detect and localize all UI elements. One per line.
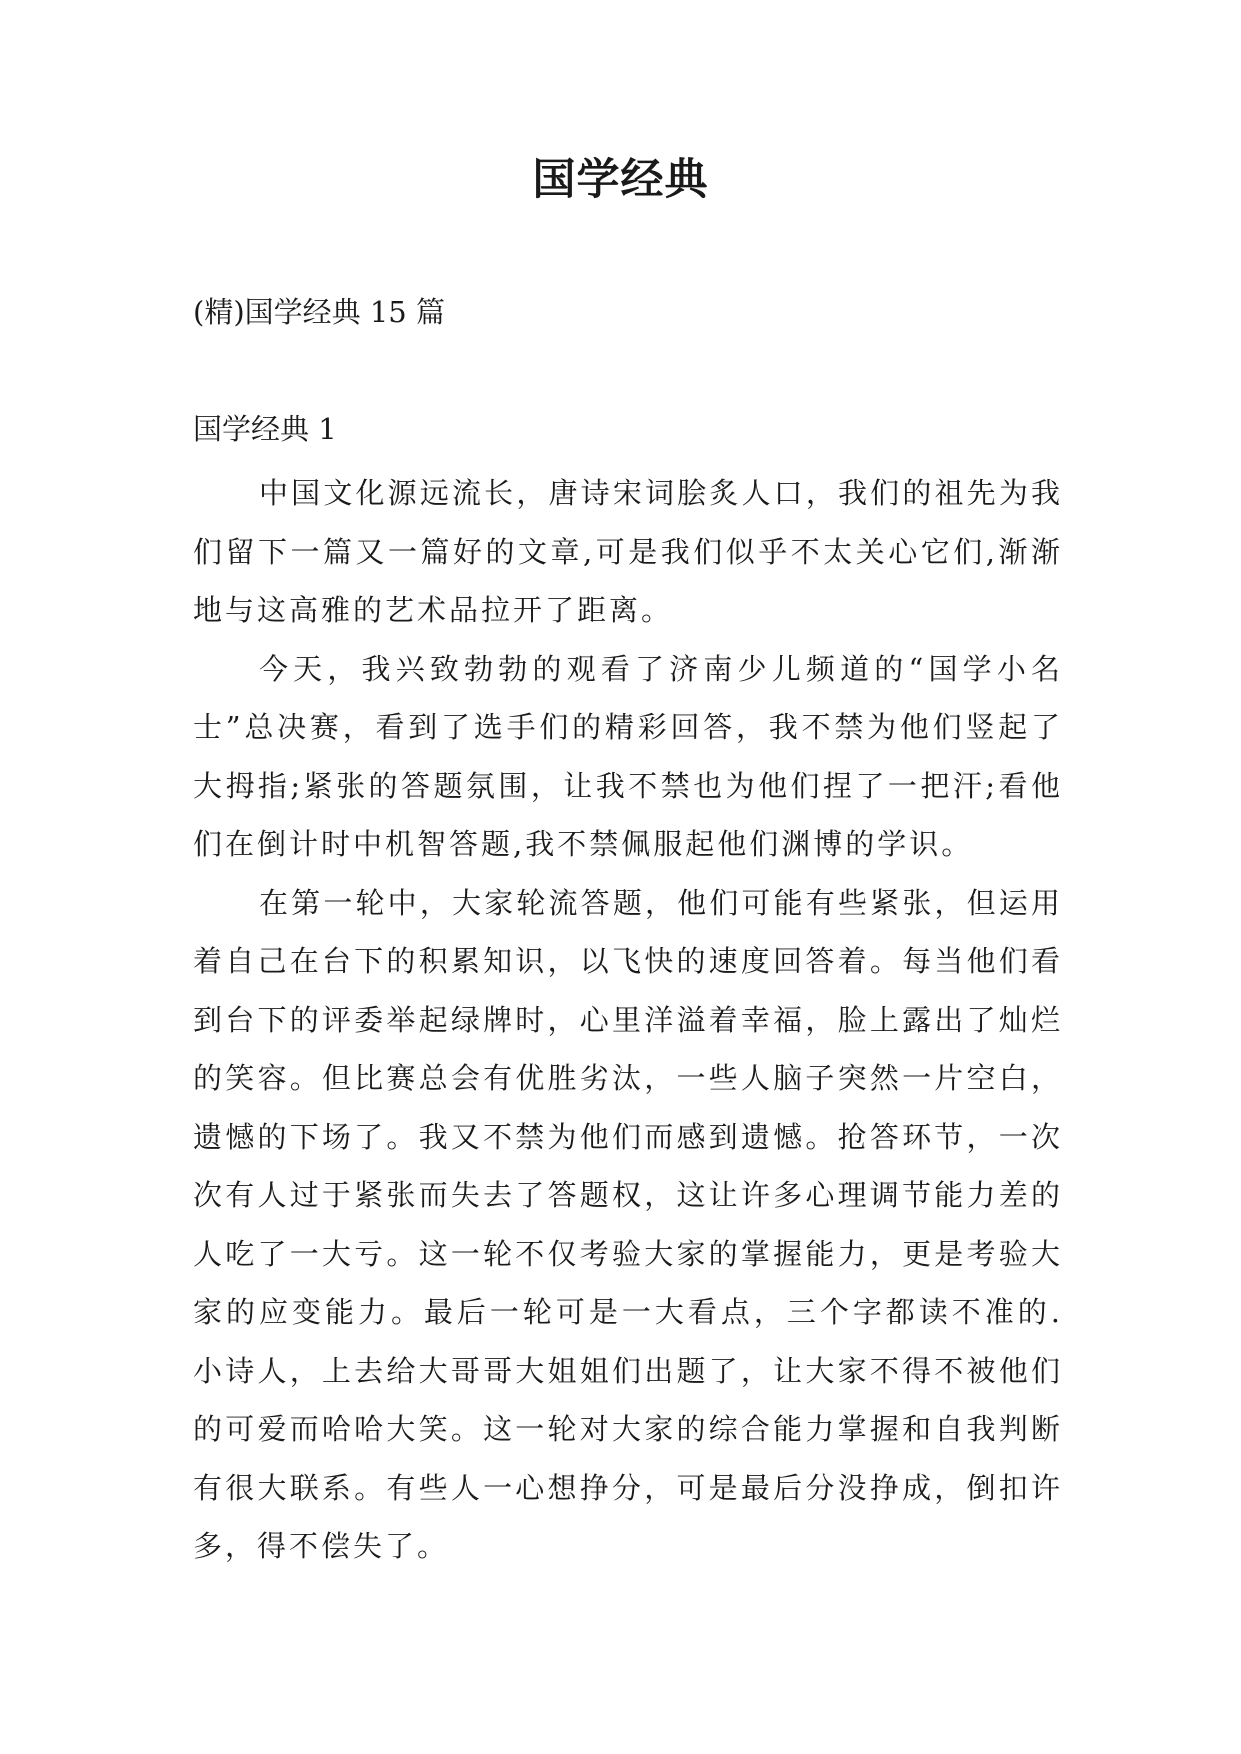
paragraph-1: 中国文化源远流长，唐诗宋词脍炙人口，我们的祖先为我们留下一篇又一篇好的文章,可是我们似乎不太关心它们,渐渐地与这高雅的艺术品拉开了距离。 — [193, 476, 1063, 627]
paragraph-3: 在第一轮中，大家轮流答题，他们可能有些紧张，但运用着自己在台下的积累知识，以飞快的速度回答着。每当他们看到台下的评委举起绿牌时，心里洋溢着幸福，脸上露出了灿烂的笑容。但比赛总会有优胜劣汰，一些人脑子突然一片空白，遗憾的下场了。我又不禁为他们而感到遗憾。抢答环节，一次次有人过于紧张而失去了答题权，这让许多心理调节能力差的人吃了一大亏。这一轮不仅考验大家的掌握能力，更是考验大家的应变能力。最后一轮可是一大看点，三个字都读不准的.小诗人，上去给大哥哥大姐姐们出题了，让大家不得不被他们的可爱而哈哈大笑。这一轮对大家的综合能力掌握和自我判断有很大联系。有些人一心想挣分，可是最后分没挣成，倒扣许多，得不偿失了。 — [193, 885, 1063, 1563]
document-body — [193, 464, 1063, 1576]
paragraph-2: 今天，我兴致勃勃的观看了济南少儿频道的“国学小名士”总决赛，看到了选手们的精彩回答，我不禁为他们竖起了大拇指;紧张的答题氛围，让我不禁也为他们捏了一把汗;看他们在倒计时中机智答题,我不禁佩服起他们渊博的学识。 — [193, 651, 1063, 861]
document-title: 国学经典 — [532, 155, 709, 205]
document-subtitle: (精)国学经典 15 篇 — [193, 295, 445, 329]
section-heading: 国学经典 1 — [193, 412, 337, 446]
